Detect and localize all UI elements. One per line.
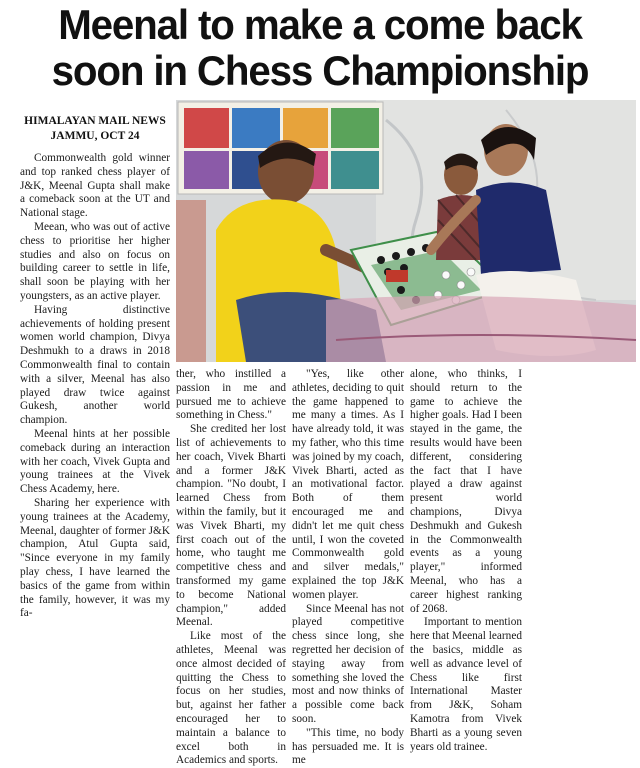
- headline-line-2: soon in Chess Championship: [51, 47, 589, 94]
- paragraph: ther, who instilled a passion in me and pursued me to achieve something in Chess.": [176, 368, 286, 422]
- paragraph: Meenal hints at her possible comeback during an interaction with her coach, Vivek Gupta and young trainees at the Vivek Chess Academy, here.: [20, 427, 170, 496]
- paragraph: She credited her lost list of achievements to her coach, Vivek Bharti and a former J&K champion. "No doubt, I learned Chess from within the family, but it was Vivek Bharti, my first coach out of the home, who taught me competitive chess and transformed my game to become National champion," added Meenal.: [176, 423, 286, 629]
- location-date: JAMMU, OCT 24: [50, 130, 140, 142]
- headline-line-1: Meenal to make a come back: [58, 1, 582, 48]
- headline: [13, 2, 627, 94]
- paragraph: Important to mention here that Meenal learned the basics, middle as well as advance level of Chess like first International Master from J&K, Soham Kamotra from Vivek Bharti as a young seven years old trainee.: [410, 616, 522, 753]
- rug: [326, 296, 636, 362]
- article-photo: [176, 100, 636, 362]
- paragraph: Like most of the athletes, Meenal was once almost decided of quitting the Chess to focus on her studies, but, against her father encouraged her to maintain a balance to excel both in Academics and sports.: [176, 630, 286, 767]
- paragraph: Having distinctive achievements of holding present women world champion, Divya Deshmukh to a draws in 2018 Commonwealth final to contain with a silver, Meenal has also played draw twice against Gukesh, another world champion.: [20, 303, 170, 427]
- chess-training-photo: [176, 100, 636, 362]
- paragraph: alone, who thinks, I should return to the game to achieve the higher goals. Had I been stayed in the game, the results would have been different, considering the fact that I have played a draw against present world champions, Divya Deshmukh and Gukesh in the Commonwealth events as a young player," informed Meenal, who has a career highest ranking of 2068.: [410, 368, 522, 615]
- paragraph: "This time, no body has persuaded me. It is me: [292, 726, 404, 767]
- paragraph: Meean, who was out of active chess to prioritise her higher studies and also on focus on building career to settle in life, shall soon be playing with her youngsters, as an active player.: [20, 220, 170, 302]
- article-column-4: [410, 368, 522, 753]
- article-column-2: [176, 368, 286, 767]
- paragraph: Commonwealth gold winner and top ranked chess player of J&K, Meenal Gupta shall make a comeback soon at the UT and National stage.: [20, 152, 170, 220]
- dateline: [20, 114, 170, 144]
- article-column-3: [292, 368, 404, 767]
- article-column-1: [20, 152, 170, 708]
- paragraph: Since Meenal has not played competitive chess since long, she regretted her decision of staying away from something she loved the most and now thinks of a possible come back soon.: [292, 602, 404, 725]
- paragraph: "Yes, like other athletes, deciding to quit the game happened to me many a times. As I have already told, it was my father, who this time was joined by my coach, Vivek Bharti, acted as an motivational factor. Both of them encouraged me and didn't let me quit chess until, I won the coveted Commonwealth gold and silver medals," explained the top J&K women player.: [292, 368, 404, 601]
- paragraph: Sharing her experience with young trainees at the Academy, Meenal, daughter of former J&K champion, Atul Gupta said, "Since everyone in my family play chess, I have learned the basics of the game from within the family, however, it was my fa-: [20, 496, 170, 620]
- news-source: HIMALAYAN MAIL NEWS: [24, 115, 166, 127]
